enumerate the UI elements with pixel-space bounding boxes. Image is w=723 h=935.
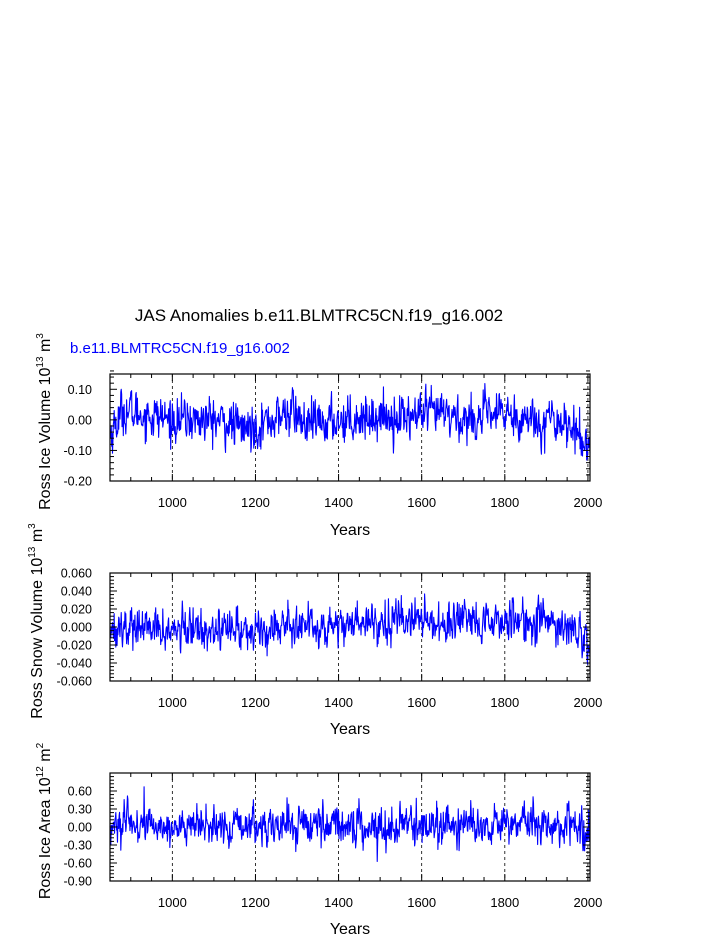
- x-tick-label: 1000: [157, 495, 187, 510]
- x-axis-label: Years: [329, 721, 371, 738]
- y-tick-label: -0.040: [56, 656, 92, 671]
- x-tick-label: 1400: [324, 495, 354, 510]
- x-tick-label: 1200: [240, 695, 270, 710]
- x-tick-label: 1600: [407, 895, 437, 910]
- x-tick-label: 1800: [490, 695, 520, 710]
- x-tick-label: 1800: [490, 895, 520, 910]
- x-tick-label: 1600: [407, 495, 437, 510]
- panel-1: [35, 333, 602, 539]
- x-tick-label: 2000: [573, 495, 603, 510]
- x-tick-label: 2000: [573, 895, 603, 910]
- y-axis-label: Ross Ice Volume $10^{13}$ $m^3$: [35, 333, 54, 510]
- panel-3: [35, 742, 602, 935]
- x-tick-label: 1400: [324, 895, 354, 910]
- panels: [27, 333, 602, 935]
- panel-2: [27, 523, 602, 738]
- y-tick-label: -0.60: [63, 856, 92, 871]
- y-axis-label: Ross Ice Area $10^{12}$ $m^2$: [35, 742, 54, 900]
- x-tick-label: 1800: [490, 495, 520, 510]
- y-tick-label: 0.020: [60, 602, 92, 617]
- x-tick-label: 2000: [573, 695, 603, 710]
- y-tick-label: -0.10: [63, 443, 92, 458]
- y-tick-label: 0.00: [67, 820, 92, 835]
- y-tick-label: 0.040: [60, 584, 92, 599]
- x-tick-label: 1200: [240, 495, 270, 510]
- chart-title: JAS Anomalies b.e11.BLMTRC5CN.f19_g16.002: [134, 306, 504, 325]
- legend-label: b.e11.BLMTRC5CN.f19_g16.002: [70, 340, 290, 357]
- y-tick-label: 0.00: [67, 413, 92, 428]
- y-tick-label: 0.30: [67, 802, 92, 817]
- y-tick-label: 0.60: [67, 784, 92, 799]
- y-tick-label: 0.060: [60, 566, 92, 581]
- y-tick-label: 0.10: [67, 382, 92, 397]
- x-tick-label: 1000: [157, 895, 187, 910]
- series-line: [110, 384, 590, 461]
- y-tick-label: -0.90: [63, 874, 92, 889]
- x-axis-label: Years: [329, 522, 371, 539]
- x-tick-label: 1200: [240, 895, 270, 910]
- y-tick-label: -0.20: [63, 474, 92, 489]
- y-tick-label: -0.30: [63, 838, 92, 853]
- series-line: [110, 594, 590, 664]
- series-line: [110, 787, 590, 862]
- x-tick-label: 1000: [157, 695, 187, 710]
- x-tick-label: 1600: [407, 695, 437, 710]
- x-axis-label: Years: [329, 921, 371, 935]
- y-axis-label: Ross Snow Volume $10^{13}$ $m^3$: [27, 523, 46, 719]
- x-tick-label: 1400: [324, 695, 354, 710]
- y-tick-label: -0.060: [56, 674, 92, 689]
- y-tick-label: -0.020: [56, 638, 92, 653]
- y-tick-label: 0.000: [60, 620, 92, 635]
